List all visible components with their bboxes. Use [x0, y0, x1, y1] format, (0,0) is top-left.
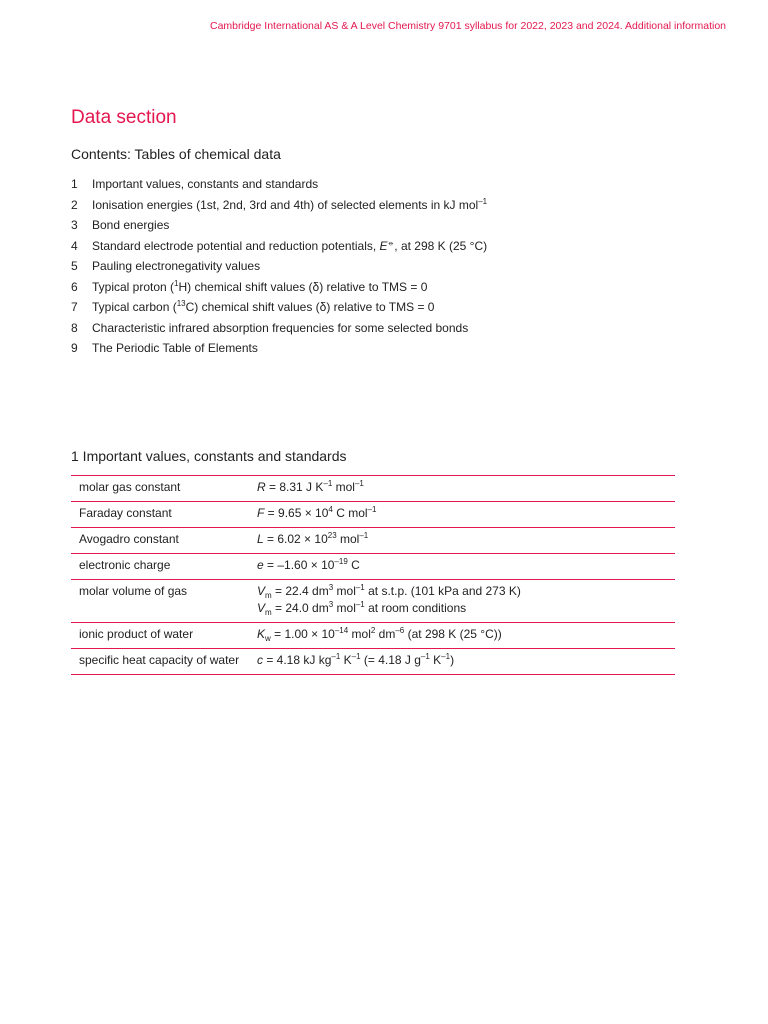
table-row	[71, 580, 675, 623]
constant-name: molar gas constant	[79, 480, 181, 494]
table-row	[71, 528, 675, 554]
contents-item: 1 Important values, constants and standards	[71, 174, 487, 195]
constant-name: molar volume of gas	[79, 584, 188, 598]
running-header: Cambridge International AS & A Level Chemistry 9701 syllabus for 2022, 2023 and 2024. Additional information	[210, 20, 726, 32]
constant-value: $e = -1.60 \times 10^{-19}$ C	[257, 557, 360, 572]
contents-item: 3 Bond energies	[71, 215, 487, 236]
item-number: 3	[71, 218, 78, 232]
section-title: Data section	[71, 107, 177, 128]
contents-title: Contents: Tables of chemical data	[71, 146, 281, 162]
standard-state-icon: ⦵	[387, 237, 395, 247]
item-number: 6	[71, 279, 78, 294]
constant-name: ionic product of water	[79, 627, 194, 641]
item-number: 9	[71, 341, 78, 355]
item-number: 5	[71, 259, 78, 273]
item-number: 2	[71, 197, 78, 212]
table-row	[71, 623, 675, 649]
contents-item: 6 Typical proton ($^1$H) chemical shift values (δ) relative to TMS = 0	[71, 277, 487, 298]
table-row	[71, 554, 675, 580]
table-row	[71, 649, 675, 675]
contents-item: 9 The Periodic Table of Elements	[71, 338, 487, 359]
contents-item: 8 Characteristic infrared absorption frequencies for some selected bonds	[71, 318, 487, 339]
contents-list	[71, 174, 487, 359]
constant-name: Faraday constant	[79, 506, 172, 520]
constant-value: $K_w = 1.00 \times 10^{-14}$ mol$^2$ $dm^{-6}$ (at 298 K (25 °C))	[257, 626, 502, 643]
constant-value: $V_m = 22.4$ $dm^3$ mol$^{-1}$ at s.t.p. (101 kPa and 273 K) $V_m = 24.0$ $dm^3$ mol$^{-1}$ at room conditions	[257, 583, 521, 617]
constant-value: c = 4.18 kJ $kg^{-1}$ $K^{-1}$ (= 4.18 J $g^{-1}$ $K^{-1}$)	[257, 652, 455, 667]
constant-value: $F = 9.65 \times 10^4$ C mol$^{-1}$	[257, 505, 377, 520]
constant-value: R = 8.31 J $K^{-1}$ mol$^{-1}$	[257, 479, 364, 494]
constant-name: specific heat capacity of water	[79, 653, 240, 667]
constant-value: $L = 6.02 \times 10^{23}$ mol$^{-1}$	[257, 531, 369, 546]
contents-item: 7 Typical carbon ($^{13}$C) chemical shift values (δ) relative to TMS = 0	[71, 297, 487, 318]
table1-title: 1 Important values, constants and standards	[71, 448, 347, 464]
item-number: 4	[71, 238, 78, 253]
item-number: 1	[71, 177, 78, 191]
item-number: 7	[71, 300, 78, 314]
table-row	[71, 476, 675, 502]
contents-item: 5 Pauling electronegativity values	[71, 256, 487, 277]
item-number: 8	[71, 320, 78, 335]
contents-item: 4 Standard electrode potential and reduction potentials, E⦵, at 298 K (25 °C)	[71, 236, 487, 257]
table-row	[71, 502, 675, 528]
constant-name: Avogadro constant	[79, 532, 179, 546]
constant-name: electronic charge	[79, 558, 171, 572]
contents-item: 2 Ionisation energies (1st, 2nd, 3rd and 4th) of selected elements in kJ mol$^{-1}$	[71, 195, 487, 216]
constants-table	[71, 475, 675, 675]
